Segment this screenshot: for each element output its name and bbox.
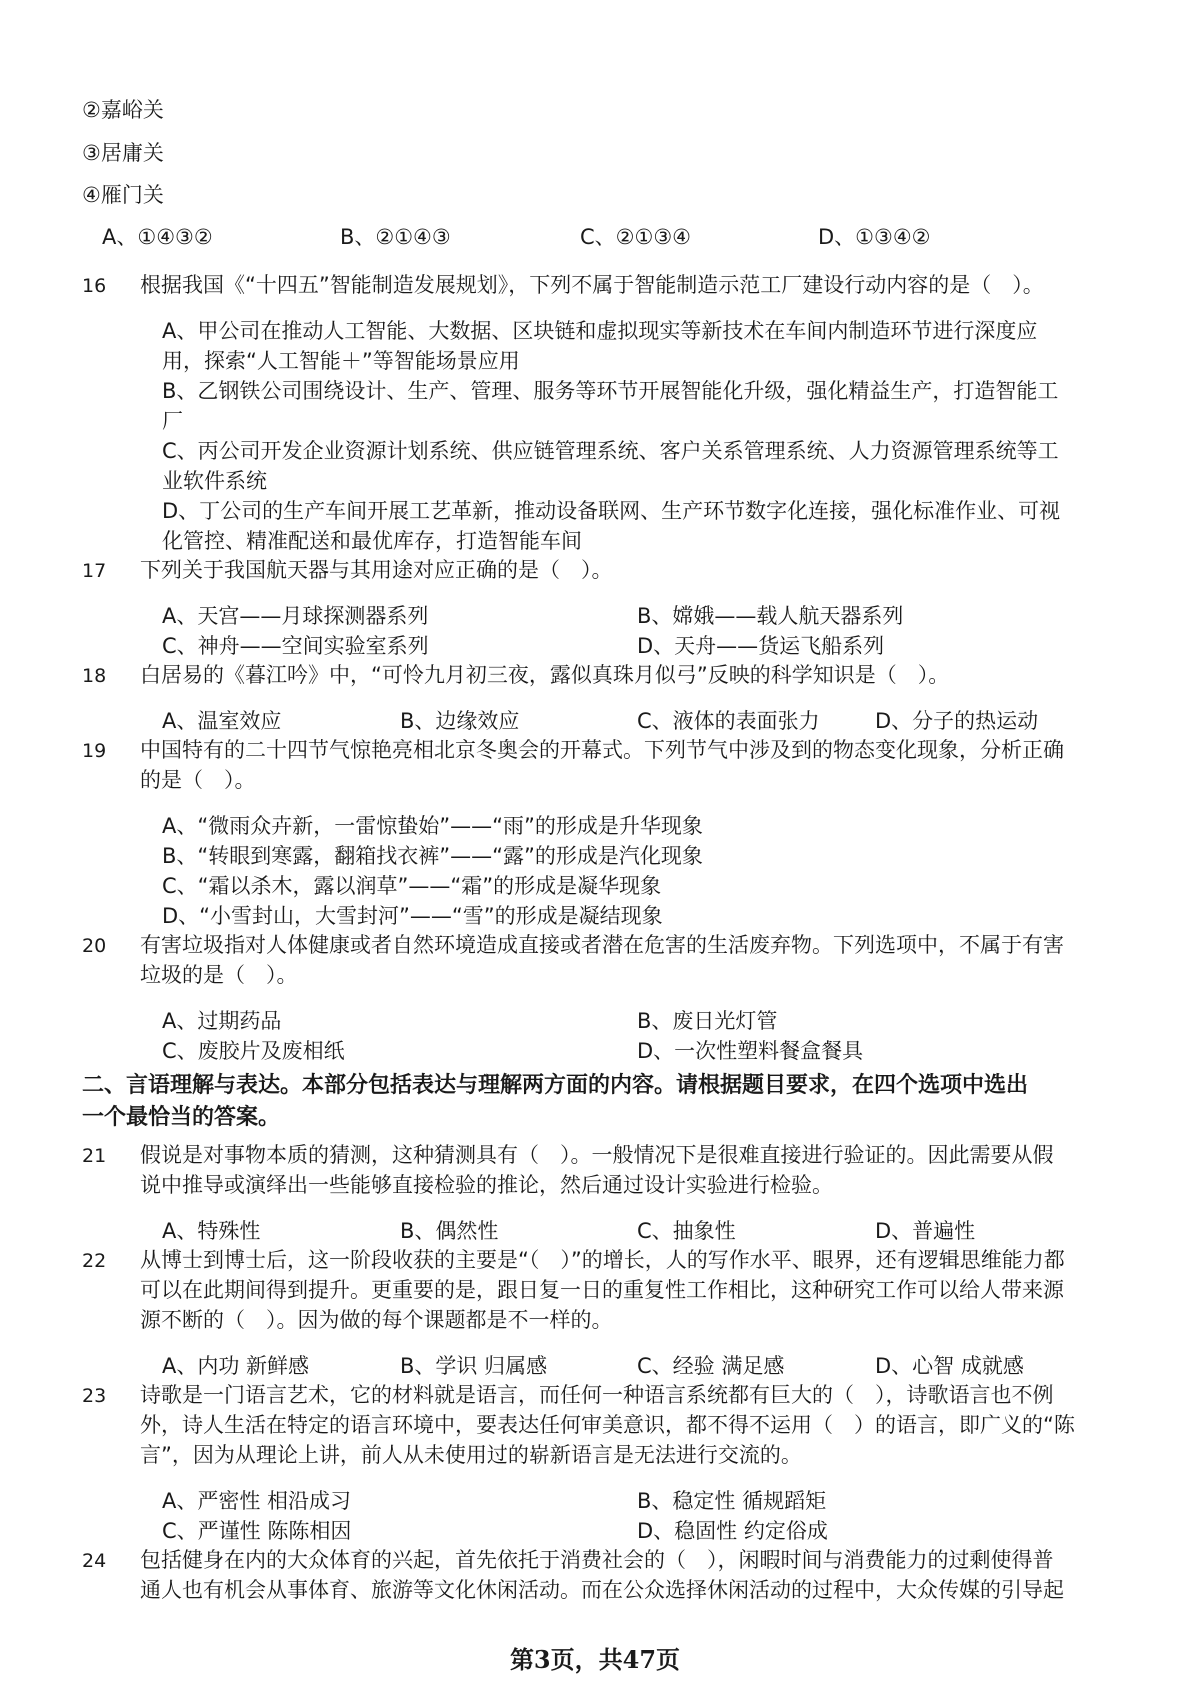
option-d: D、天舟——货运飞船系列 <box>637 634 885 658</box>
option-a: A、天宫——月球探测器系列 <box>162 604 429 628</box>
option-b-cont: 厂 <box>162 409 183 433</box>
list-item: ②嘉峪关 <box>82 98 164 122</box>
question-text-cont: 的是（ ）。 <box>140 768 256 792</box>
section-heading: 二、言语理解与表达。本部分包括表达与理解两方面的内容。请根据题目要求，在四个选项中选出 <box>82 1073 1029 1098</box>
question-number: 24 <box>82 1550 107 1572</box>
question-number: 23 <box>82 1385 107 1407</box>
option-d: D、分子的热运动 <box>875 709 1039 733</box>
option-c: C、神舟——空间实验室系列 <box>162 634 429 658</box>
option-a: A、①④③② <box>102 225 213 249</box>
option-b: B、乙钢铁公司围绕设计、生产、管理、服务等环节开展智能化升级，强化精益生产，打造智能工 <box>162 379 1059 403</box>
question-number: 18 <box>82 665 107 687</box>
question-text: 诗歌是一门语言艺术，它的材料就是语言，而任何一种语言系统都有巨大的（ ），诗歌语言也不例 <box>140 1383 1054 1407</box>
option-d: D、丁公司的生产车间开展工艺革新，推动设备联网、生产环节数字化连接，强化标准作业、可视 <box>162 499 1061 523</box>
option-b: B、边缘效应 <box>400 709 520 733</box>
question-number: 21 <box>82 1145 107 1167</box>
question-text: 从博士到博士后，这一阶段收获的主要是“（ ）”的增长，人的写作水平、眼界，还有逻辑思维能力都 <box>140 1248 1065 1272</box>
page-footer: 第3页，共47页 <box>509 1645 681 1674</box>
question-text: 有害垃圾指对人体健康或者自然环境造成直接或者潜在危害的生活废弃物。下列选项中，不属于有害 <box>140 933 1064 957</box>
option-a: A、甲公司在推动人工智能、大数据、区块链和虚拟现实等新技术在车间内制造环节进行深度应 <box>162 319 1038 343</box>
question-text-cont: 垃圾的是（ ）。 <box>140 963 298 987</box>
option-b: B、“转眼到寒露，翻箱找衣裤”——“露”的形成是汽化现象 <box>162 844 703 868</box>
option-a: A、特殊性 <box>162 1219 261 1243</box>
question-number: 16 <box>82 275 107 297</box>
option-d: D、稳固性 约定俗成 <box>637 1519 828 1543</box>
option-a: A、内功 新鲜感 <box>162 1354 310 1378</box>
option-b: B、嫦娥——载人航天器系列 <box>637 604 904 628</box>
option-a-cont: 用，探索“人工智能＋”等智能场景应用 <box>162 349 520 373</box>
section-heading-cont: 一个最恰当的答案。 <box>82 1105 281 1130</box>
question-text: 包括健身在内的大众体育的兴起，首先依托于消费社会的（ ），闲暇时间与消费能力的过剩使得普 <box>140 1548 1054 1572</box>
question-text: 下列关于我国航天器与其用途对应正确的是（ ）。 <box>140 558 613 582</box>
option-d: D、心智 成就感 <box>875 1354 1024 1378</box>
question-number: 20 <box>82 935 107 957</box>
option-a: A、温室效应 <box>162 709 282 733</box>
option-a: A、“微雨众卉新，一雷惊蛰始”——“雨”的形成是升华现象 <box>162 814 703 838</box>
list-item: ④雁门关 <box>82 183 164 207</box>
question-text-cont: 外，诗人生活在特定的语言环境中，要表达任何审美意识，都不得不运用（ ）的语言，即广义的“陈 <box>140 1413 1075 1437</box>
question-text-cont: 说中推导或演绎出一些能够直接检验的推论，然后通过设计实验进行检验。 <box>140 1173 833 1197</box>
question-text-cont: 可以在此期间得到提升。更重要的是，跟日复一日的重复性工作相比，这种研究工作可以给人带来源 <box>140 1278 1064 1302</box>
question-text: 假说是对事物本质的猜测，这种猜测具有（ ）。一般情况下是很难直接进行验证的。因此需要从假 <box>140 1143 1054 1167</box>
option-c: C、废胶片及废相纸 <box>162 1039 345 1063</box>
option-a: A、严密性 相沿成习 <box>162 1489 352 1513</box>
question-number: 19 <box>82 740 107 762</box>
option-b: B、②①④③ <box>340 225 451 249</box>
list-item: ③居庸关 <box>82 141 164 165</box>
question-text-cont: 言”，因为从理论上讲，前人从未使用过的崭新语言是无法进行交流的。 <box>140 1443 802 1467</box>
option-c: C、“霜以杀木，露以润草”——“霜”的形成是凝华现象 <box>162 874 662 898</box>
option-d: D、“小雪封山，大雪封河”——“雪”的形成是凝结现象 <box>162 904 663 928</box>
question-number: 22 <box>82 1250 107 1272</box>
question-text: 白居易的《暮江吟》中，“可怜九月初三夜，露似真珠月似弓”反映的科学知识是（ ）。 <box>140 663 950 687</box>
question-text-cont: 源不断的（ ）。因为做的每个课题都是不一样的。 <box>140 1308 613 1332</box>
option-a: A、过期药品 <box>162 1009 282 1033</box>
question-text: 根据我国《“十四五”智能制造发展规划》，下列不属于智能制造示范工厂建设行动内容的是（ ）。 <box>140 273 1044 297</box>
option-c: C、严谨性 陈陈相因 <box>162 1519 352 1543</box>
option-d: D、①③④② <box>818 225 931 249</box>
option-c: C、丙公司开发企业资源计划系统、供应链管理系统、客户关系管理系统、人力资源管理系统等工 <box>162 439 1059 463</box>
option-c: C、抽象性 <box>637 1219 736 1243</box>
option-d-cont: 化管控、精准配送和最优库存，打造智能车间 <box>162 529 582 553</box>
option-c: C、②①③④ <box>580 225 691 249</box>
option-b: B、废日光灯管 <box>637 1009 778 1033</box>
option-c-cont: 业软件系统 <box>162 469 267 493</box>
question-number: 17 <box>82 560 107 582</box>
option-c: C、液体的表面张力 <box>637 709 820 733</box>
option-b: B、学识 归属感 <box>400 1354 548 1378</box>
question-text: 中国特有的二十四节气惊艳亮相北京冬奥会的开幕式。下列节气中涉及到的物态变化现象，分析正确 <box>140 738 1064 762</box>
option-b: B、偶然性 <box>400 1219 499 1243</box>
option-d: D、一次性塑料餐盒餐具 <box>637 1039 864 1063</box>
question-text-cont: 通人也有机会从事体育、旅游等文化休闲活动。而在公众选择休闲活动的过程中，大众传媒的引导起 <box>140 1578 1064 1602</box>
option-b: B、稳定性 循规蹈矩 <box>637 1489 827 1513</box>
option-c: C、经验 满足感 <box>637 1354 785 1378</box>
option-d: D、普遍性 <box>875 1219 976 1243</box>
